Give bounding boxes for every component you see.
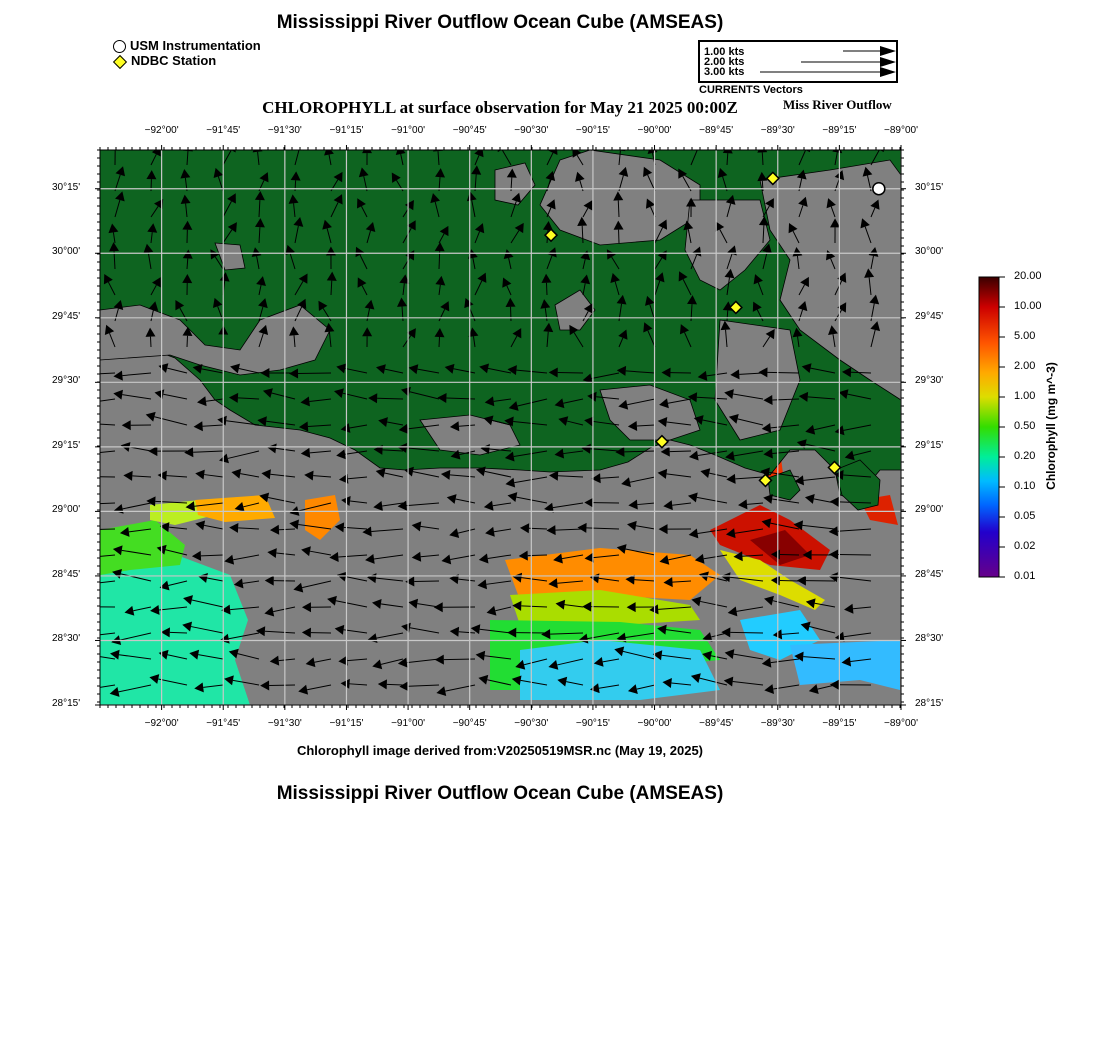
lon-tick-label-top: −90°30' — [514, 125, 549, 136]
lon-tick-label-top: −91°00' — [391, 125, 426, 136]
lon-tick-label-top: −90°45' — [452, 125, 487, 136]
lat-tick-label-left: 28°15' — [52, 698, 81, 709]
colorbar-tick-label: 10.00 — [1014, 300, 1042, 312]
lat-tick-label-left: 29°15' — [52, 439, 81, 451]
lon-tick-label-top: −91°30' — [267, 125, 302, 136]
lat-tick-label-right: 29°45' — [915, 310, 944, 322]
lon-tick-label-top: −92°00' — [144, 125, 179, 136]
lat-tick-label-left: 30°15' — [52, 181, 81, 193]
repeat-title: Mississippi River Outflow Ocean Cube (AMSEAS) — [276, 783, 724, 804]
lon-tick-label-top: −91°45' — [206, 125, 241, 136]
colorbar-tick-label: 20.00 — [1014, 270, 1042, 282]
lat-tick-label-left: 28°45' — [52, 568, 81, 580]
lat-tick-label-right: 29°15' — [915, 439, 944, 451]
colorbar-tick-label: 0.01 — [1014, 570, 1036, 582]
lon-tick-label-bottom: −91°15' — [329, 718, 364, 729]
lon-tick-label-bottom: −90°45' — [452, 718, 487, 729]
source-note: Chlorophyll image derived from:V20250519MSR.nc (May 19, 2025) — [296, 743, 704, 758]
page-title: Mississippi River Outflow Ocean Cube (AMSEAS) — [276, 12, 724, 33]
lat-tick-label-right: 28°30' — [915, 633, 944, 645]
usm-instrument-marker — [873, 183, 885, 195]
lon-tick-label-bottom: −92°00' — [144, 718, 179, 729]
lat-tick-label-left: 29°45' — [52, 310, 81, 322]
lon-tick-label-top: −89°45' — [699, 125, 734, 136]
colorbar — [978, 275, 1008, 579]
lon-tick-label-top: −89°30' — [760, 125, 795, 136]
lat-tick-label-left: 28°30' — [52, 633, 81, 645]
lat-tick-label-right: 30°00' — [915, 246, 944, 258]
map-subtitle: CHLOROPHYLL at surface observation for May 21 2025 00:00Z — [262, 98, 738, 117]
lat-tick-label-right: 28°45' — [915, 568, 944, 580]
lon-tick-label-bottom: −89°45' — [699, 718, 734, 729]
lon-tick-label-top: −90°15' — [575, 125, 610, 136]
colorbar-tick-label: 5.00 — [1014, 330, 1036, 342]
lon-tick-label-bottom: −91°30' — [267, 718, 302, 729]
vector-key-label-2: 2.00 kts — [704, 56, 745, 68]
colorbar-tick-label: 0.02 — [1014, 540, 1036, 552]
colorbar-tick-label: 0.50 — [1014, 420, 1036, 432]
lon-tick-label-bottom: −90°15' — [575, 718, 610, 729]
colorbar-gradient — [979, 277, 999, 577]
lat-tick-label-right: 28°15' — [915, 698, 944, 709]
lat-tick-label-right: 30°15' — [915, 181, 944, 193]
lon-tick-label-top: −89°00' — [884, 125, 918, 136]
lon-tick-label-bottom: −90°00' — [637, 718, 672, 729]
colorbar-tick-label: 1.00 — [1014, 390, 1036, 402]
lon-tick-label-top: −89°15' — [822, 125, 857, 136]
colorbar-tick-label: 0.20 — [1014, 450, 1036, 462]
lon-tick-label-bottom: −91°45' — [206, 718, 241, 729]
vector-key-label-3: 3.00 kts — [704, 66, 745, 78]
lon-tick-label-bottom: −89°30' — [760, 718, 795, 729]
lon-tick-label-bottom: −91°00' — [391, 718, 426, 729]
colorbar-title-text: Chlorophyll (mg m^-3) — [1044, 362, 1058, 490]
lon-tick-label-bottom: −89°00' — [884, 718, 918, 729]
colorbar-tick-label: 0.10 — [1014, 480, 1036, 492]
lat-tick-label-left: 30°00' — [52, 246, 81, 258]
lat-tick-label-left: 29°00' — [52, 504, 81, 516]
legend-ndbc-label: NDBC Station — [131, 53, 217, 68]
lat-tick-label-right: 29°30' — [915, 375, 944, 387]
lon-tick-label-bottom: −90°30' — [514, 718, 549, 729]
colorbar-ticks — [999, 277, 1005, 577]
lon-tick-label-top: −91°15' — [329, 125, 364, 136]
colorbar-tick-label: 2.00 — [1014, 360, 1036, 372]
legend-usm-label: USM Instrumentation — [130, 38, 261, 53]
lon-tick-label-bottom: −89°15' — [822, 718, 857, 729]
vector-key-title: CURRENTS Vectors — [699, 84, 803, 96]
colorbar-tick-label: 0.05 — [1014, 510, 1036, 522]
vector-key-label-1: 1.00 kts — [704, 46, 745, 58]
lat-tick-label-right: 29°00' — [915, 504, 944, 516]
lon-tick-label-top: −90°00' — [637, 125, 672, 136]
lat-tick-label-left: 29°30' — [52, 375, 81, 387]
region-label: Miss River Outflow — [783, 97, 892, 112]
